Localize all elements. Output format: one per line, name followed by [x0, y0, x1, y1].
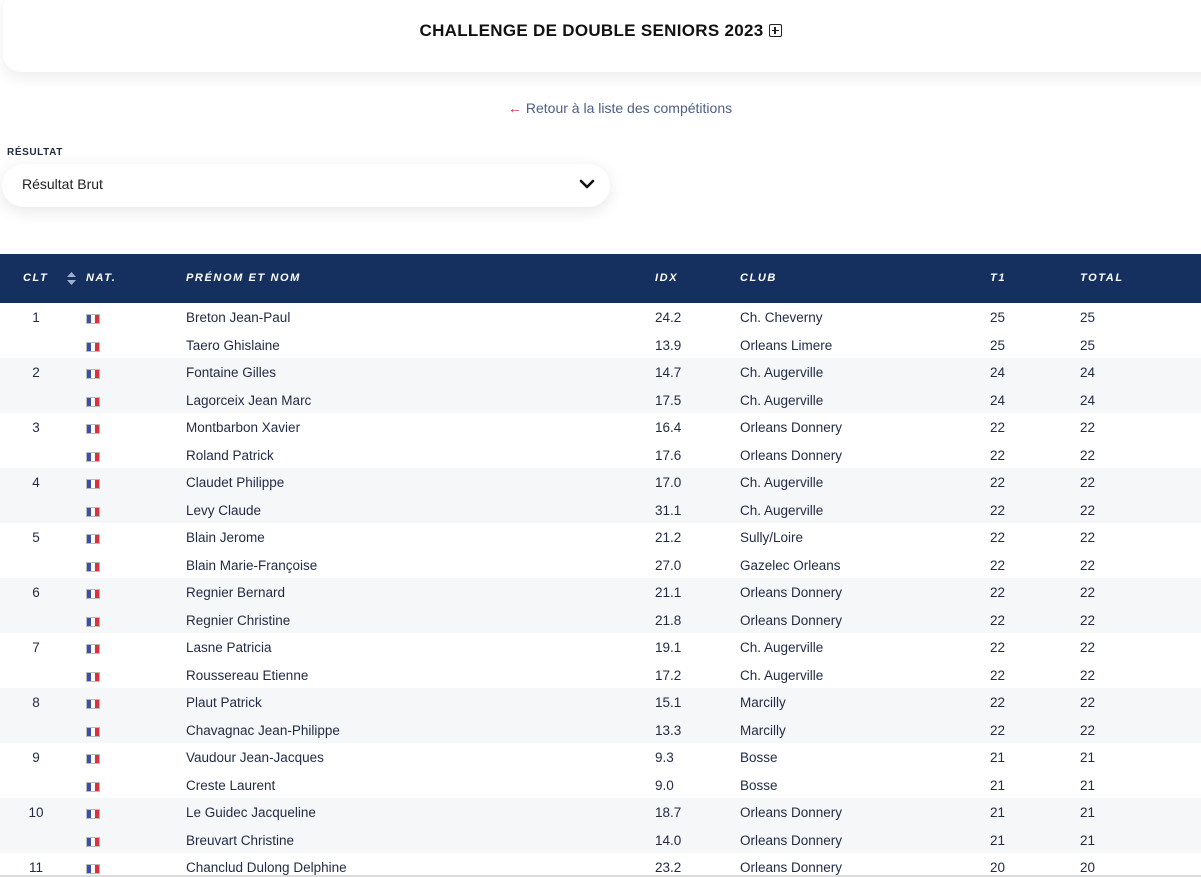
france-flag-icon [86, 342, 100, 352]
table-row[interactable] [0, 716, 1201, 744]
cell-name: Breuvart Christine [186, 832, 295, 848]
cell-t1: 22 [990, 640, 1006, 655]
cell-clt: 11 [28, 860, 43, 875]
france-flag-icon [86, 754, 100, 764]
column-header-total: TOTAL [1080, 272, 1124, 284]
page-title [0, 21, 1201, 41]
cell-club: Ch. Augerville [740, 502, 824, 518]
cell-clt: 5 [32, 530, 40, 545]
cell-total: 21 [1080, 832, 1096, 848]
cell-clt: 9 [32, 750, 40, 765]
cell-total: 22 [1080, 612, 1096, 628]
cell-total: 24 [1080, 365, 1096, 380]
cell-t1: 22 [990, 420, 1006, 435]
table-row[interactable] [0, 771, 1201, 799]
cell-idx: 9.0 [655, 777, 674, 793]
cell-t1: 25 [990, 337, 1006, 353]
cell-idx: 27.0 [655, 557, 682, 573]
cell-total: 22 [1080, 722, 1096, 738]
cell-club: Orleans Donnery [740, 832, 843, 848]
result-filter-label: RÉSULTAT [7, 147, 63, 158]
cell-total: 22 [1080, 585, 1096, 600]
cell-club: Ch. Augerville [740, 475, 824, 490]
cell-total: 21 [1080, 750, 1096, 765]
results-table-body [0, 303, 1201, 877]
cell-total: 22 [1080, 447, 1096, 463]
cell-clt: 10 [28, 805, 44, 820]
table-row[interactable] [0, 826, 1201, 854]
cell-total: 22 [1080, 502, 1096, 518]
cell-name: Claudet Philippe [186, 475, 285, 490]
cell-club: Orleans Donnery [740, 585, 843, 600]
france-flag-icon [86, 617, 100, 627]
column-header-name: PRÉNOM ET NOM [186, 272, 301, 284]
cell-name: Vaudour Jean-Jacques [186, 750, 324, 765]
cell-t1: 22 [990, 530, 1006, 545]
cell-idx: 15.1 [655, 695, 682, 710]
cell-total: 22 [1080, 475, 1096, 490]
cell-name: Breton Jean-Paul [186, 310, 291, 325]
cell-idx: 17.6 [655, 447, 682, 463]
cell-idx: 13.9 [655, 337, 682, 353]
cell-t1: 25 [990, 310, 1006, 325]
table-row[interactable] [0, 551, 1201, 579]
france-flag-icon [86, 534, 100, 544]
cell-club: Orleans Donnery [740, 860, 843, 875]
cell-name: Roland Patrick [186, 447, 274, 463]
cell-club: Bosse [740, 777, 778, 793]
cell-total: 22 [1080, 557, 1096, 573]
table-row[interactable] [0, 303, 1201, 331]
cell-idx: 21.8 [655, 612, 682, 628]
cell-total: 22 [1080, 420, 1096, 435]
cell-clt: 1 [32, 310, 40, 325]
cell-idx: 18.7 [655, 805, 682, 820]
cell-name: Chanclud Dulong Delphine [186, 860, 347, 875]
france-flag-icon [86, 424, 100, 434]
cell-club: Orleans Donnery [740, 420, 843, 435]
france-flag-icon [86, 369, 100, 379]
cell-club: Gazelec Orleans [740, 557, 841, 573]
cell-total: 25 [1080, 310, 1096, 325]
cell-t1: 24 [990, 365, 1006, 380]
column-header-t1: T1 [990, 272, 1007, 284]
cell-t1: 22 [990, 585, 1006, 600]
cell-club: Ch. Augerville [740, 640, 824, 655]
cell-club: Orleans Donnery [740, 612, 843, 628]
cell-idx: 13.3 [655, 722, 682, 738]
cell-t1: 22 [990, 695, 1006, 710]
cell-total: 25 [1080, 337, 1096, 353]
cell-name: Regnier Bernard [186, 585, 286, 600]
cell-total: 22 [1080, 667, 1096, 683]
table-header [0, 254, 1201, 303]
table-row[interactable] [0, 386, 1201, 414]
column-header-club: CLUB [740, 272, 777, 284]
cell-total: 24 [1080, 392, 1096, 408]
chevron-down-icon [578, 175, 596, 193]
cell-name: Lasne Patricia [186, 640, 272, 655]
cell-clt: 3 [32, 420, 40, 435]
cell-club: Ch. Augerville [740, 365, 824, 380]
france-flag-icon [86, 864, 100, 874]
table-row[interactable] [0, 606, 1201, 634]
cell-name: Taero Ghislaine [186, 337, 280, 353]
cell-total: 21 [1080, 777, 1096, 793]
cell-t1: 21 [990, 750, 1006, 765]
table-row[interactable] [0, 468, 1201, 496]
cell-idx: 31.1 [655, 502, 682, 518]
france-flag-icon [86, 672, 100, 682]
table-row[interactable] [0, 578, 1201, 606]
cell-t1: 22 [990, 612, 1006, 628]
cell-name: Creste Laurent [186, 777, 276, 793]
france-flag-icon [86, 589, 100, 599]
cell-name: Levy Claude [186, 502, 262, 518]
cell-clt: 2 [32, 365, 40, 380]
back-link-label: Retour à la liste des compétitions [525, 100, 733, 116]
table-row[interactable] [0, 496, 1201, 524]
sort-icon[interactable] [67, 272, 76, 285]
cell-club: Orleans Donnery [740, 805, 843, 820]
cell-club: Ch. Augerville [740, 667, 824, 683]
cell-idx: 9.3 [655, 750, 674, 765]
cell-idx: 24.2 [655, 310, 682, 325]
cell-idx: 21.1 [655, 585, 682, 600]
france-flag-icon [86, 507, 100, 517]
cell-total: 20 [1080, 860, 1096, 875]
table-row[interactable] [0, 358, 1201, 386]
cell-idx: 21.2 [655, 530, 682, 545]
cell-t1: 21 [990, 805, 1006, 820]
cell-name: Le Guidec Jacqueline [186, 805, 316, 820]
table-row[interactable] [0, 441, 1201, 469]
cell-idx: 17.5 [655, 392, 682, 408]
france-flag-icon [86, 727, 100, 737]
cell-t1: 20 [990, 860, 1006, 875]
cell-club: Sully/Loire [740, 530, 804, 545]
cell-name: Plaut Patrick [186, 695, 262, 710]
cell-club: Marcilly [740, 722, 786, 738]
cell-idx: 16.4 [655, 420, 682, 435]
cell-club: Ch. Augerville [740, 392, 824, 408]
cell-club: Orleans Limere [740, 337, 833, 353]
arrow-left-icon: ← [507, 100, 522, 116]
table-row[interactable] [0, 633, 1201, 661]
cell-clt: 6 [32, 585, 40, 600]
cell-t1: 22 [990, 475, 1006, 490]
france-flag-icon [86, 837, 100, 847]
france-flag-icon [86, 314, 100, 324]
france-flag-icon [86, 809, 100, 819]
cell-idx: 14.0 [655, 832, 682, 848]
cell-club: Orleans Donnery [740, 447, 843, 463]
cell-total: 21 [1080, 805, 1096, 820]
france-flag-icon [86, 562, 100, 572]
cell-t1: 22 [990, 447, 1006, 463]
cell-name: Fontaine Gilles [186, 365, 277, 380]
cell-club: Bosse [740, 750, 778, 765]
cell-name: Blain Marie-Françoise [186, 557, 318, 573]
cell-idx: 19.1 [655, 640, 682, 655]
cell-clt: 4 [32, 475, 40, 490]
cell-idx: 17.2 [655, 667, 682, 683]
cell-t1: 22 [990, 722, 1006, 738]
table-row[interactable] [0, 688, 1201, 716]
column-header-idx: IDX [655, 272, 679, 284]
table-row[interactable] [0, 523, 1201, 551]
table-row[interactable] [0, 798, 1201, 826]
cell-t1: 22 [990, 502, 1006, 518]
cell-name: Roussereau Etienne [186, 667, 309, 683]
cell-name: Blain Jerome [186, 530, 265, 545]
column-header-clt[interactable]: CLT [23, 272, 49, 284]
cell-idx: 17.0 [655, 475, 682, 490]
cell-idx: 23.2 [655, 860, 682, 875]
cell-club: Marcilly [740, 695, 786, 710]
france-flag-icon [86, 397, 100, 407]
cell-t1: 22 [990, 667, 1006, 683]
cell-clt: 8 [32, 695, 40, 710]
cell-total: 22 [1080, 695, 1096, 710]
cell-t1: 21 [990, 832, 1006, 848]
cell-name: Chavagnac Jean-Philippe [186, 722, 340, 738]
result-type-value: Résultat Brut [22, 176, 103, 192]
cell-name: Lagorceix Jean Marc [186, 392, 312, 408]
table-row[interactable] [0, 413, 1201, 441]
france-flag-icon [86, 699, 100, 709]
table-row[interactable] [0, 743, 1201, 771]
cell-name: Regnier Christine [186, 612, 291, 628]
cell-name: Montbarbon Xavier [186, 420, 301, 435]
cell-total: 22 [1080, 640, 1096, 655]
table-row[interactable] [0, 331, 1201, 359]
cell-t1: 24 [990, 392, 1006, 408]
france-flag-icon [86, 644, 100, 654]
cell-club: Ch. Cheverny [740, 310, 823, 325]
back-to-competitions-link[interactable] [0, 100, 1201, 116]
column-header-nat: NAT. [86, 272, 117, 284]
cell-t1: 21 [990, 777, 1006, 793]
table-row[interactable] [0, 661, 1201, 689]
expand-plus-icon[interactable] [769, 24, 782, 37]
cell-clt: 7 [32, 640, 40, 655]
page-title-text: CHALLENGE DE DOUBLE SENIORS 2023 [419, 21, 764, 40]
cell-idx: 14.7 [655, 365, 682, 380]
france-flag-icon [86, 479, 100, 489]
cell-t1: 22 [990, 557, 1006, 573]
france-flag-icon [86, 782, 100, 792]
france-flag-icon [86, 452, 100, 462]
result-type-select[interactable] [2, 164, 610, 207]
cell-total: 22 [1080, 530, 1096, 545]
table-row[interactable] [0, 853, 1201, 877]
